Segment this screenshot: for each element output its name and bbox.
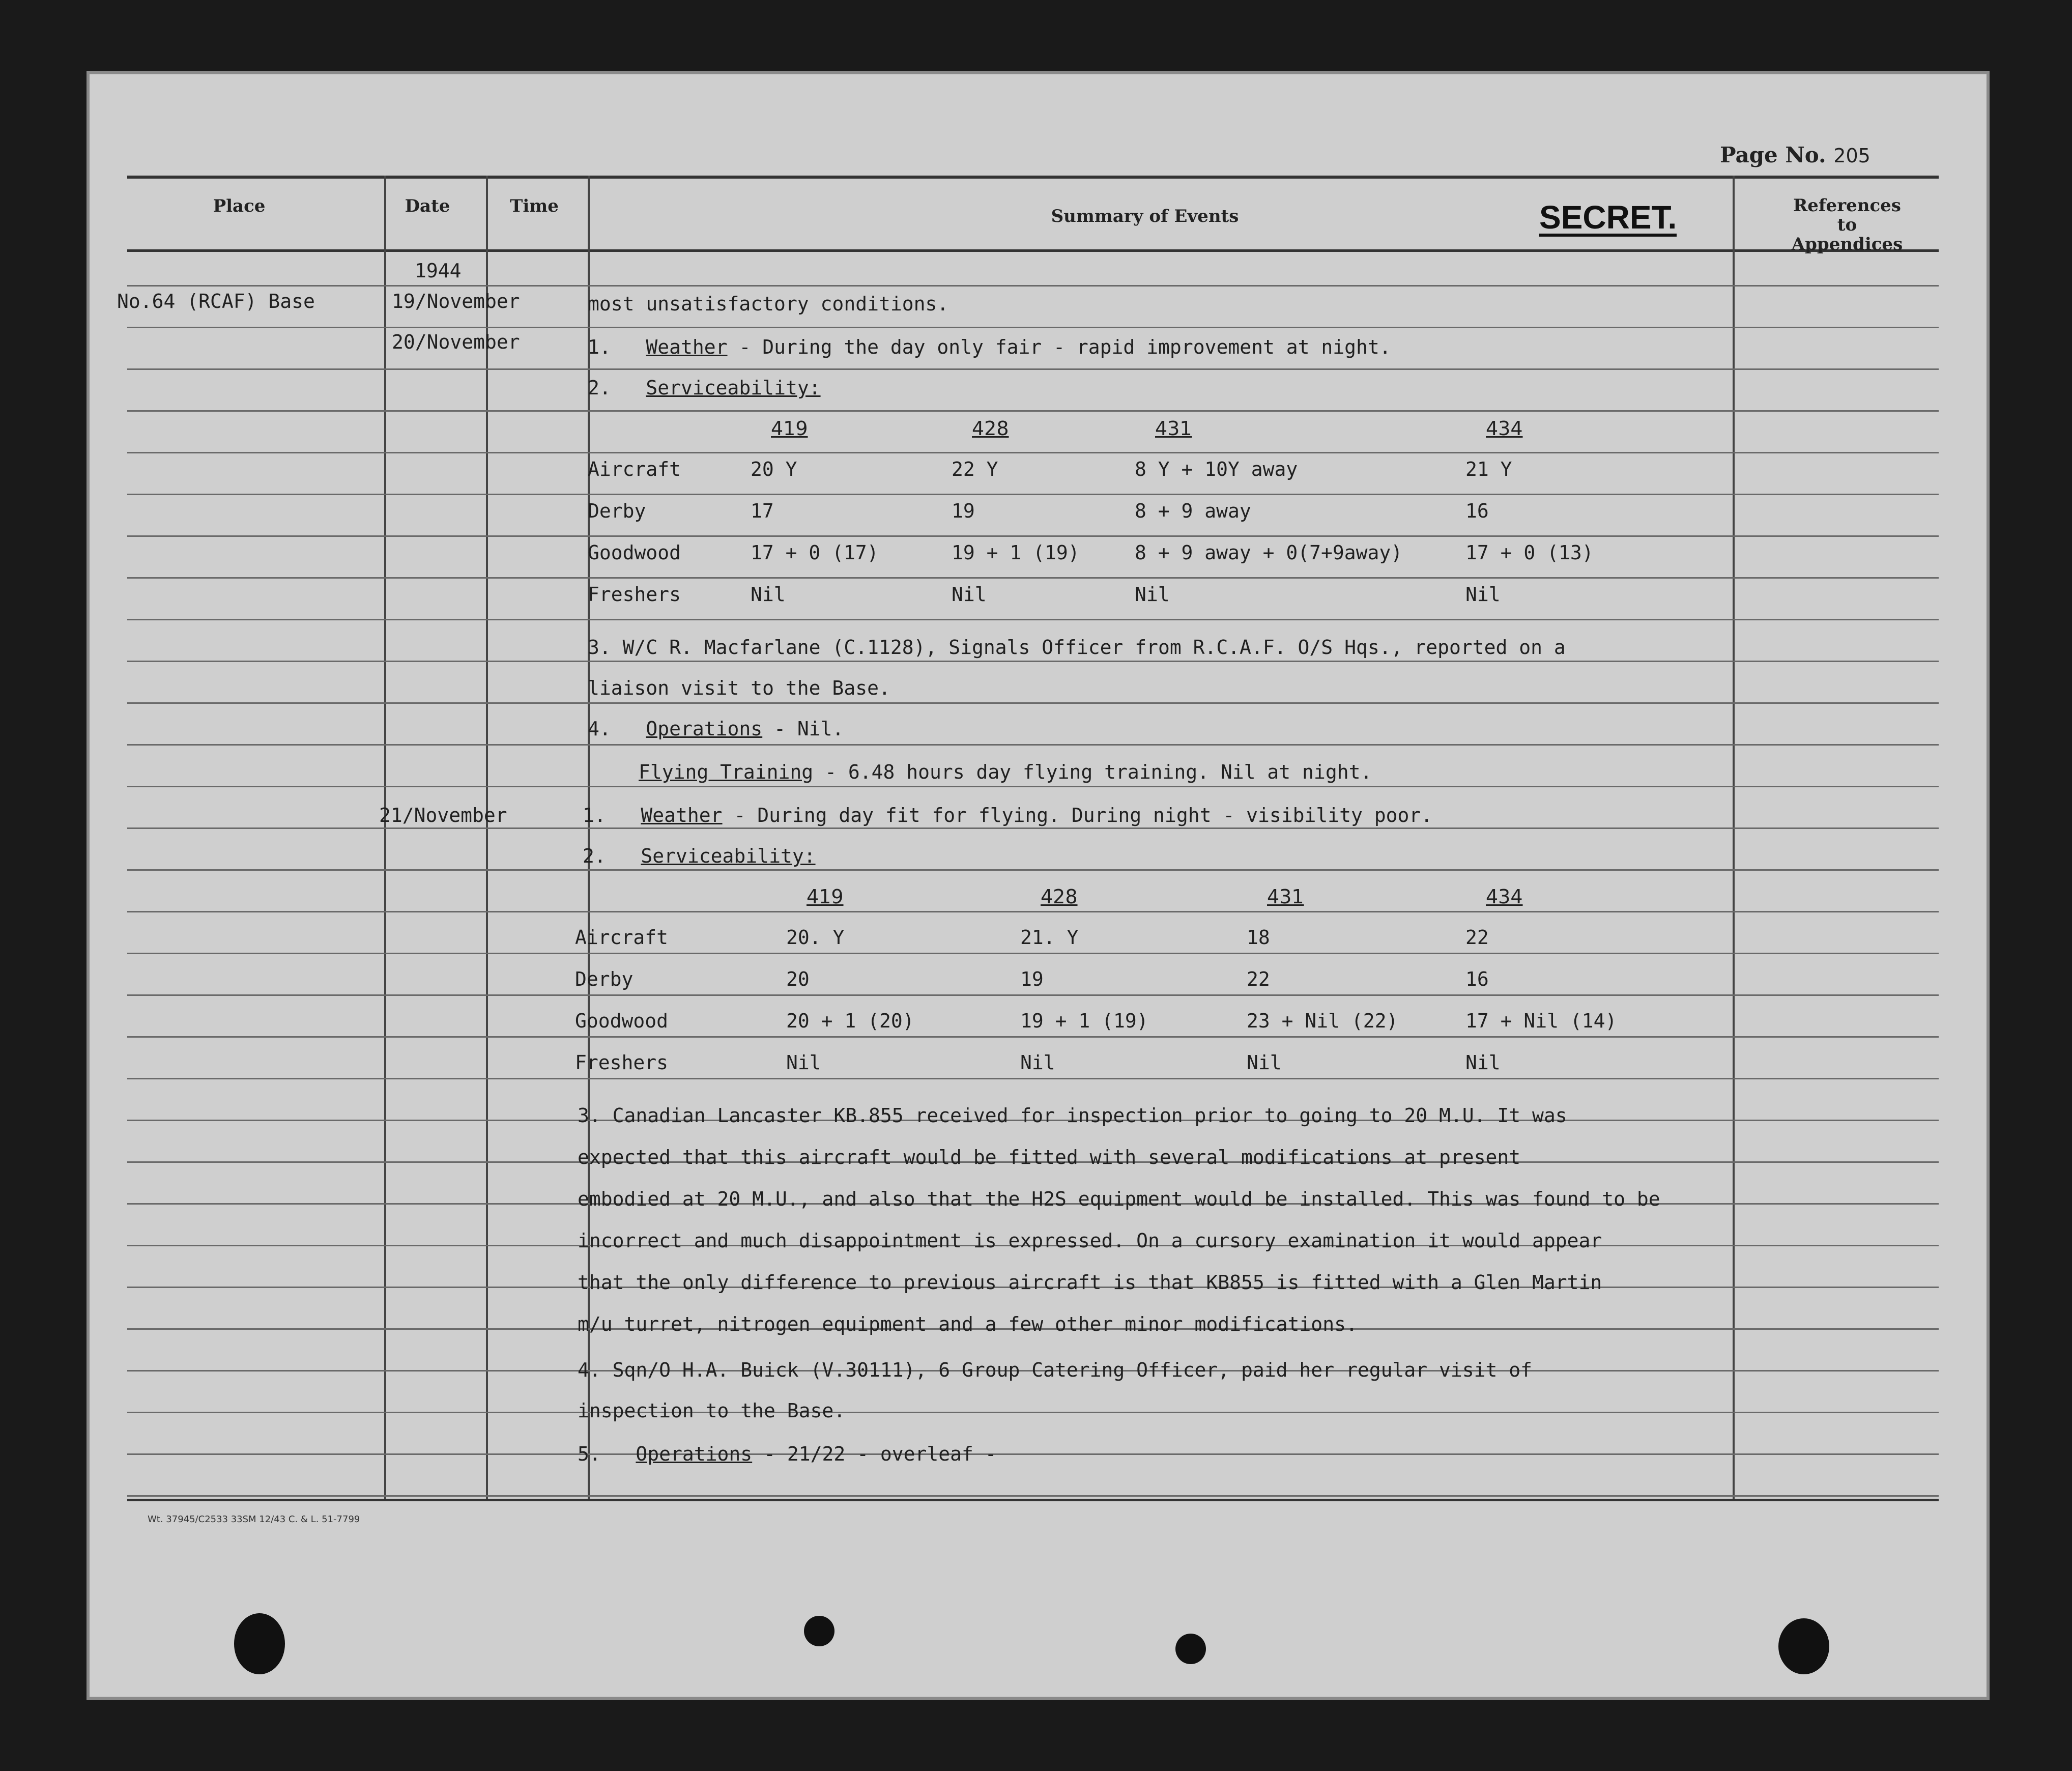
binder-hole-center-right bbox=[1175, 1634, 1206, 1664]
nov21-item3-line: embodied at 20 M.U., and also that the H2S equipment would be installed. This was found to be bbox=[578, 1188, 1660, 1210]
nov21-item3-line: that the only difference to previous aircraft is that KB855 is fitted with a Glen Martin bbox=[578, 1271, 1602, 1294]
header-references: References to Appendices bbox=[1791, 195, 1903, 254]
row-label: Aircraft bbox=[575, 926, 669, 949]
row-value: 17 + 0 (13) bbox=[1465, 541, 1594, 564]
header-top-rule bbox=[127, 176, 1939, 179]
row-value: 8 + 9 away + 0(7+9away) bbox=[1135, 541, 1403, 564]
column-rule-references bbox=[1733, 176, 1735, 1499]
weather-label: Weather bbox=[646, 336, 728, 358]
ruled-line bbox=[127, 494, 1939, 495]
column-rule-time bbox=[486, 176, 488, 1499]
row-value: 20 + 1 (20) bbox=[786, 1010, 914, 1032]
ruled-line bbox=[127, 1078, 1939, 1079]
row-label: Aircraft bbox=[588, 458, 681, 480]
row-label: Freshers bbox=[575, 1051, 669, 1074]
table-bottom-rule bbox=[127, 1499, 1939, 1501]
page-number bbox=[1720, 142, 1870, 167]
header-bottom-rule bbox=[127, 249, 1939, 252]
item-number: 2. bbox=[583, 845, 606, 867]
row-label: Freshers bbox=[588, 583, 681, 606]
row-value: 18 bbox=[1247, 926, 1270, 949]
column-rule-summary bbox=[588, 176, 590, 1499]
secret-stamp: SECRET. bbox=[1539, 199, 1677, 236]
ruled-line bbox=[127, 994, 1939, 996]
ruled-line bbox=[127, 702, 1939, 704]
row-value: 20 Y bbox=[751, 458, 797, 480]
nov20-serviceability-heading bbox=[588, 377, 821, 399]
row-label: Derby bbox=[588, 500, 646, 522]
ruled-line bbox=[127, 953, 1939, 954]
item-number: 1. bbox=[588, 336, 611, 358]
place-entry: No.64 (RCAF) Base bbox=[117, 290, 315, 312]
ruled-line bbox=[127, 744, 1939, 746]
row-label: Goodwood bbox=[588, 541, 681, 564]
squadron-number: 419 bbox=[807, 885, 844, 908]
flying-training-label: Flying Training bbox=[639, 761, 814, 783]
row-value: Nil bbox=[952, 583, 987, 606]
row-value: Nil bbox=[1465, 1051, 1501, 1074]
row-value: 23 + Nil (22) bbox=[1247, 1010, 1398, 1032]
binder-hole-right bbox=[1778, 1618, 1829, 1674]
nov20-item3-line2: liaison visit to the Base. bbox=[588, 677, 890, 699]
footer-print-code: Wt. 37945/C2533 33SM 12/43 C. & L. 51-7799 bbox=[148, 1514, 360, 1525]
weather-label: Weather bbox=[641, 804, 723, 826]
row-value: Nil bbox=[786, 1051, 821, 1074]
squadron-number: 434 bbox=[1486, 417, 1523, 440]
row-value: 22 bbox=[1465, 926, 1489, 949]
squadron-number: 428 bbox=[1041, 885, 1078, 908]
item-number: 1. bbox=[583, 804, 606, 826]
squadron-number: 434 bbox=[1486, 885, 1523, 908]
row-value: 8 + 9 away bbox=[1135, 500, 1251, 522]
item-number: 2. bbox=[588, 377, 611, 399]
ruled-line bbox=[127, 1495, 1939, 1497]
row-value: Nil bbox=[1135, 583, 1170, 606]
flying-training-text: - 6.48 hours day flying training. Nil at night. bbox=[825, 761, 1372, 783]
ruled-line bbox=[127, 869, 1939, 871]
ruled-line bbox=[127, 786, 1939, 787]
row-value: 19 + 1 (19) bbox=[952, 541, 1080, 564]
squadron-number: 419 bbox=[771, 417, 808, 440]
header-date: Date bbox=[405, 196, 450, 216]
row-value: Nil bbox=[1247, 1051, 1282, 1074]
nov20-weather bbox=[588, 336, 1391, 358]
nov21-weather bbox=[583, 804, 1432, 826]
nov21-item4-line1: 4. Sqn/O H.A. Buick (V.30111), 6 Group Catering Officer, paid her regular visit of bbox=[578, 1359, 1532, 1381]
row-value: 19 + 1 (19) bbox=[1020, 1010, 1148, 1032]
row-value: 17 bbox=[751, 500, 774, 522]
ruled-line bbox=[127, 911, 1939, 912]
row-value: 21 Y bbox=[1465, 458, 1512, 480]
serviceability-label: Serviceability: bbox=[646, 377, 821, 399]
column-rule-date bbox=[384, 176, 386, 1499]
serviceability-label: Serviceability: bbox=[641, 845, 816, 867]
nov20-operations bbox=[588, 718, 844, 740]
page-number-label: Page No. bbox=[1720, 142, 1826, 167]
ruled-line bbox=[127, 577, 1939, 579]
nov21-item3-line: expected that this aircraft would be fitted with several modifications at present bbox=[578, 1146, 1521, 1168]
row-value: Nil bbox=[1465, 583, 1501, 606]
record-sheet bbox=[87, 71, 1990, 1700]
squadron-number: 428 bbox=[972, 417, 1009, 440]
weather-text: - During the day only fair - rapid improvement at night. bbox=[739, 336, 1391, 358]
weather-text: - During day fit for flying. During night - visibility poor. bbox=[734, 804, 1433, 826]
ruled-line bbox=[127, 661, 1939, 662]
ruled-line bbox=[127, 827, 1939, 829]
squadron-number: 431 bbox=[1267, 885, 1304, 908]
row-value: 19 bbox=[1020, 968, 1044, 990]
date-nov-21: 21/November bbox=[379, 804, 507, 826]
nov21-item3-line: m/u turret, nitrogen equipment and a few other minor modifications. bbox=[578, 1313, 1358, 1335]
row-value: 17 + Nil (14) bbox=[1465, 1010, 1617, 1032]
row-value: 20 bbox=[786, 968, 810, 990]
operations-text: - 21/22 - overleaf - bbox=[764, 1443, 997, 1465]
ruled-line bbox=[127, 285, 1939, 287]
ruled-line bbox=[127, 368, 1939, 370]
header-summary: Summary of Events bbox=[1051, 206, 1239, 226]
year-entry: 1944 bbox=[415, 260, 462, 282]
nov21-item4-line2: inspection to the Base. bbox=[578, 1399, 846, 1422]
header-place: Place bbox=[213, 196, 266, 216]
row-value: 16 bbox=[1465, 500, 1489, 522]
nov21-operations bbox=[578, 1443, 997, 1465]
row-value: 19 bbox=[952, 500, 975, 522]
row-label: Derby bbox=[575, 968, 634, 990]
item-number: 5. bbox=[578, 1443, 601, 1465]
binder-hole-center-left bbox=[804, 1616, 834, 1646]
ruled-line bbox=[127, 452, 1939, 453]
nov20-flying-training bbox=[639, 761, 1372, 783]
row-value: 17 + 0 (17) bbox=[751, 541, 879, 564]
row-value: Nil bbox=[751, 583, 786, 606]
row-value: 22 bbox=[1247, 968, 1270, 990]
operations-label: Operations bbox=[636, 1443, 753, 1465]
squadron-number: 431 bbox=[1155, 417, 1192, 440]
date-nov-20: 20/November bbox=[392, 331, 520, 353]
binder-hole-left bbox=[234, 1613, 285, 1674]
ruled-line bbox=[127, 1036, 1939, 1038]
row-value: 16 bbox=[1465, 968, 1489, 990]
row-value: Nil bbox=[1020, 1051, 1055, 1074]
nov20-item3-line1: 3. W/C R. Macfarlane (C.1128), Signals Officer from R.C.A.F. O/S Hqs., reported on a bbox=[588, 636, 1566, 659]
ruled-line bbox=[127, 619, 1939, 620]
row-value: 22 Y bbox=[952, 458, 998, 480]
ruled-line bbox=[127, 327, 1939, 328]
nov21-serviceability-heading bbox=[583, 845, 816, 867]
item-number: 4. bbox=[588, 718, 611, 740]
ruled-line bbox=[127, 535, 1939, 537]
row-value: 21. Y bbox=[1020, 926, 1079, 949]
row-value: 20. Y bbox=[786, 926, 845, 949]
ruled-line bbox=[127, 410, 1939, 412]
row-value: 8 Y + 10Y away bbox=[1135, 458, 1298, 480]
header-time: Time bbox=[510, 196, 559, 216]
nov21-item3-line: incorrect and much disappointment is expressed. On a cursory examination it would appear bbox=[578, 1230, 1602, 1252]
ruled-line bbox=[127, 1412, 1939, 1413]
date-nov-19: 19/November bbox=[392, 290, 520, 312]
nov19-summary: most unsatisfactory conditions. bbox=[588, 293, 949, 315]
operations-text: - Nil. bbox=[774, 718, 844, 740]
row-label: Goodwood bbox=[575, 1010, 669, 1032]
nov21-item3-line: 3. Canadian Lancaster KB.855 received for inspection prior to going to 20 M.U. It was bbox=[578, 1104, 1567, 1127]
ruled-line bbox=[127, 1453, 1939, 1455]
page-number-value: 205 bbox=[1833, 145, 1870, 167]
operations-label: Operations bbox=[646, 718, 763, 740]
